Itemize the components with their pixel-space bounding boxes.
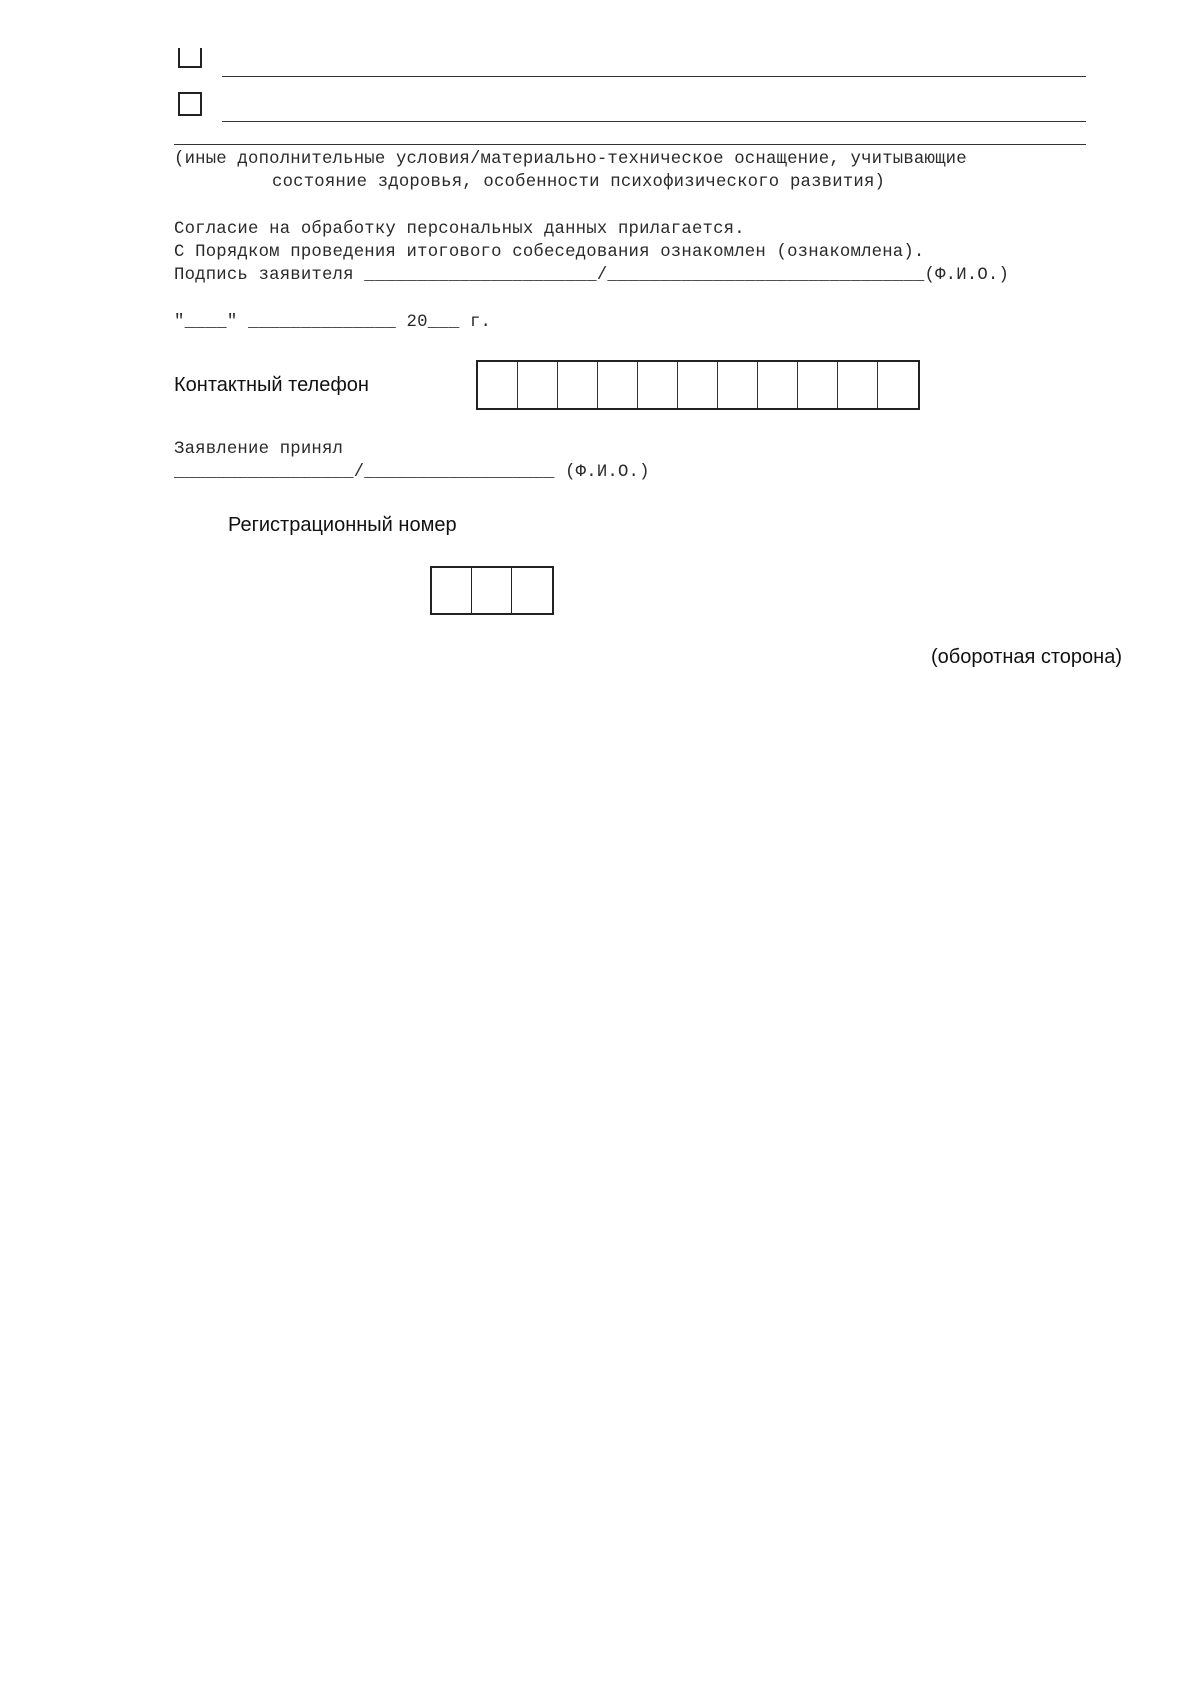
phone-digit-box[interactable]: [678, 362, 718, 408]
contact-phone-boxes[interactable]: [476, 360, 920, 410]
phone-digit-box[interactable]: [478, 362, 518, 408]
phone-digit-box[interactable]: [718, 362, 758, 408]
registration-digit-box[interactable]: [512, 568, 552, 613]
date-line[interactable]: "____" ______________ 20___ г.: [174, 313, 492, 332]
reverse-side-note: (оборотная сторона): [930, 646, 1122, 668]
phone-digit-box[interactable]: [758, 362, 798, 408]
condition-checkbox-partial[interactable]: [178, 48, 202, 68]
phone-digit-box[interactable]: [598, 362, 638, 408]
conditions-caption-line2: состояние здоровья, особенности психофизического развития): [272, 173, 886, 192]
phone-digit-box[interactable]: [638, 362, 678, 408]
condition-line-1[interactable]: [222, 76, 1086, 77]
accepted-by-label: Заявление принял: [174, 440, 344, 459]
consent-line1: Согласие на обработку персональных данных прилагается.: [174, 220, 745, 239]
registration-digit-box[interactable]: [472, 568, 512, 613]
consent-line2: С Порядком проведения итогового собеседования ознакомлен (ознакомлена).: [174, 243, 925, 262]
phone-digit-box[interactable]: [878, 362, 918, 408]
conditions-other-line[interactable]: [174, 144, 1086, 145]
condition-checkbox[interactable]: [178, 92, 202, 116]
phone-digit-box[interactable]: [558, 362, 598, 408]
registration-digit-box[interactable]: [432, 568, 472, 613]
registration-number-label: Регистрационный номер: [228, 514, 457, 536]
applicant-signature-line[interactable]: Подпись заявителя ______________________/______________________________(Ф.И.О.): [174, 266, 1010, 285]
phone-digit-box[interactable]: [798, 362, 838, 408]
phone-digit-box[interactable]: [518, 362, 558, 408]
contact-phone-label: Контактный телефон: [174, 374, 369, 396]
accepted-by-signature-line[interactable]: _________________/__________________ (Ф.И.О.): [174, 463, 650, 482]
condition-line-2[interactable]: [222, 121, 1086, 122]
conditions-caption-line1: (иные дополнительные условия/материально-техническое оснащение, учитывающие: [174, 150, 967, 169]
phone-digit-box[interactable]: [838, 362, 878, 408]
registration-number-boxes[interactable]: [430, 566, 554, 615]
